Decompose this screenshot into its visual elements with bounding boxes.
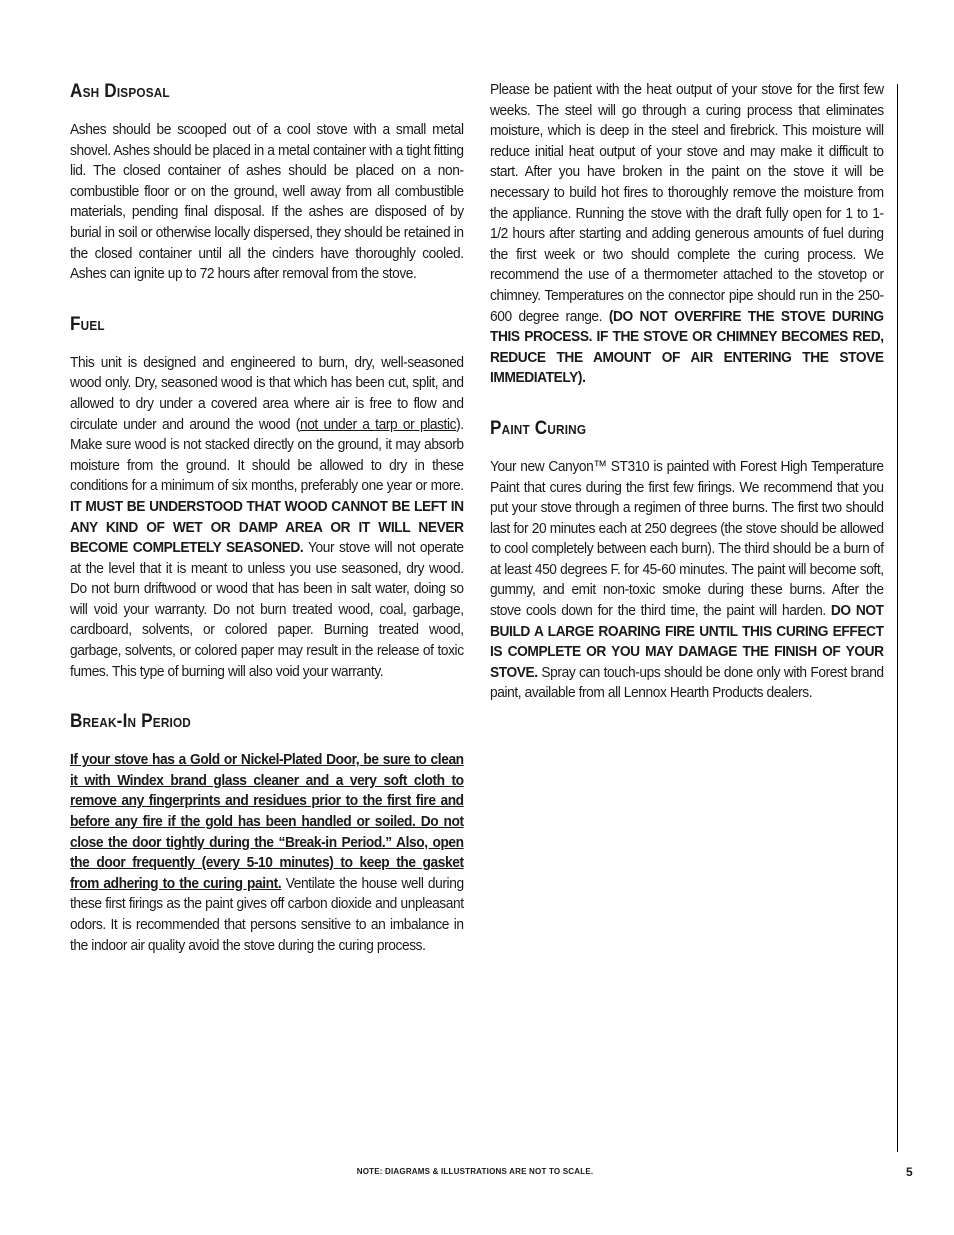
fuel-text-1: This unit is designed and engineered to burn, dry, well-seasoned wood only. Dry, seasoned wood is that which has been cut, split, and allowed to dry under a covered area where air is free to flow and circulate under and around the wood ( [70, 353, 464, 433]
footer-note: NOTE: DIAGRAMS & ILLUSTRATIONS ARE NOT TO SCALE. [356, 1167, 594, 1176]
ash-disposal-paragraph: Ashes should be scooped out of a cool stove with a small metal shovel. Ashes should be placed in a metal container with a tight fitting lid. The closed container of ashes should be placed on a non-combustible floor or on the ground, well away from all combustible materials, pending final disposal. If the ashes are disposed of by burial in soil or otherwise locally dispersed, they should be retained in the closed container until all the cinders have thoroughly cooled. Ashes can ignite up to 72 hours after removal from the stove. [70, 121, 464, 283]
ash-disposal-heading: Ash Disposal [70, 81, 170, 102]
fuel-text-3: Your stove will not operate at the level that it is meant to unless you use seasoned, dry wood. Do not burn driftwood or wood that has been in salt water, doing so will void your warranty. Do not burn treated wood, coal, garbage, cardboard, solvents, or colored paper. Burning treated wood, garbage, solvents, or colored paper may result in the release of toxic fumes. This type of burning will also void your warranty. [70, 539, 464, 680]
paint-curing-heading: Paint Curing [490, 417, 587, 439]
left-column [70, 80, 464, 984]
break-in-text: Ventilate the house well during these first firings as the paint gives off carbon dioxide and unpleasant odors. It is recommended that persons sensitive to an imbalance in the indoor air quality avoid the stove during the curing process. [70, 874, 464, 954]
break-in-heading: Break-In Period [70, 711, 191, 733]
paint-text-1: Your new Canyon™ ST310 is painted with Forest High Temperature Paint that cures during the first few firings. We recommend that you put your stove through a regimen of three burns. The first two should last for 20 minutes each at 250 degrees (the stove should be allowed to cool completely between each burn). The third should be a burn of at least 450 degrees F. for 45-60 minutes. The paint will become soft, gummy, and emit non-toxic smoke during these burns. After the stove cools down for the third time, the paint will harden. [490, 457, 884, 620]
paint-warning-bold: DO NOT BUILD A LARGE ROARING FIRE UNTIL THIS CURING EFFECT IS COMPLETE OR YOU MAY DAMAGE THE FINISH OF YOUR STOVE. [490, 602, 884, 681]
paint-text-2: Spray can touch-ups should be done only with Forest brand paint, available from all Lennox Hearth Products dealers. [490, 663, 884, 702]
fuel-text-2: ). Make sure wood is not stacked directly on the ground, it may absorb moisture from the ground. It should be allowed to dry in these conditions for a minimum of six months, preferably one year or more. [70, 415, 464, 495]
fuel-underline-text: not under a tarp or plastic [299, 415, 457, 433]
page-margin-rule [897, 84, 898, 1152]
patience-text: Please be patient with the heat output of your stove for the first few weeks. The steel will go through a curing process that eliminates moisture, which is deep in the steel and firebrick. This moisture will reduce initial heat output of your stove and may make it difficult to start. After you have broken in the paint on the stove it will be necessary to build hot fires to thoroughly remove the moisture from the appliance. Running the stove with the draft fully open for 1 to 1-1/2 hours after starting and adding generous amounts of fuel during the first week or two should complete the curing process. We recommend the use of a thermometer attached to the stovetop or chimney. Temperatures on the connector pipe should run in the 250-600 degree range. [490, 81, 884, 325]
right-column [490, 80, 884, 732]
fuel-paragraph [70, 353, 464, 683]
paint-curing-paragraph [490, 457, 884, 704]
fuel-warning-bold: IT MUST BE UNDERSTOOD THAT WOOD CANNOT BE LEFT IN ANY KIND OF WET OR DAMP AREA OR IT WILL NEVER BECOME COMPLETELY SEASONED. [70, 497, 464, 557]
patience-paragraph [490, 80, 884, 389]
page-number: 5 [906, 1165, 913, 1179]
break-in-warning: If your stove has a Gold or Nickel-Plated Door, be sure to clean it with Windex brand glass cleaner and a very soft cloth to remove any fingerprints and residues prior to the first fire and before any fire if the gold has been handled or soiled. Do not close the door tightly during the “Break-in Period.” Also, open the door frequently (every 5-10 minutes) to keep the gasket from adhering to the curing paint. [70, 751, 464, 892]
break-in-paragraph [70, 750, 464, 956]
overfire-warning: (DO NOT OVERFIRE THE STOVE DURING THIS PROCESS. IF THE STOVE OR CHIMNEY BECOMES RED, REDUCE THE AMOUNT OF AIR ENTERING THE STOVE IMMEDIATELY). [490, 307, 884, 387]
fuel-heading: Fuel [70, 313, 105, 335]
